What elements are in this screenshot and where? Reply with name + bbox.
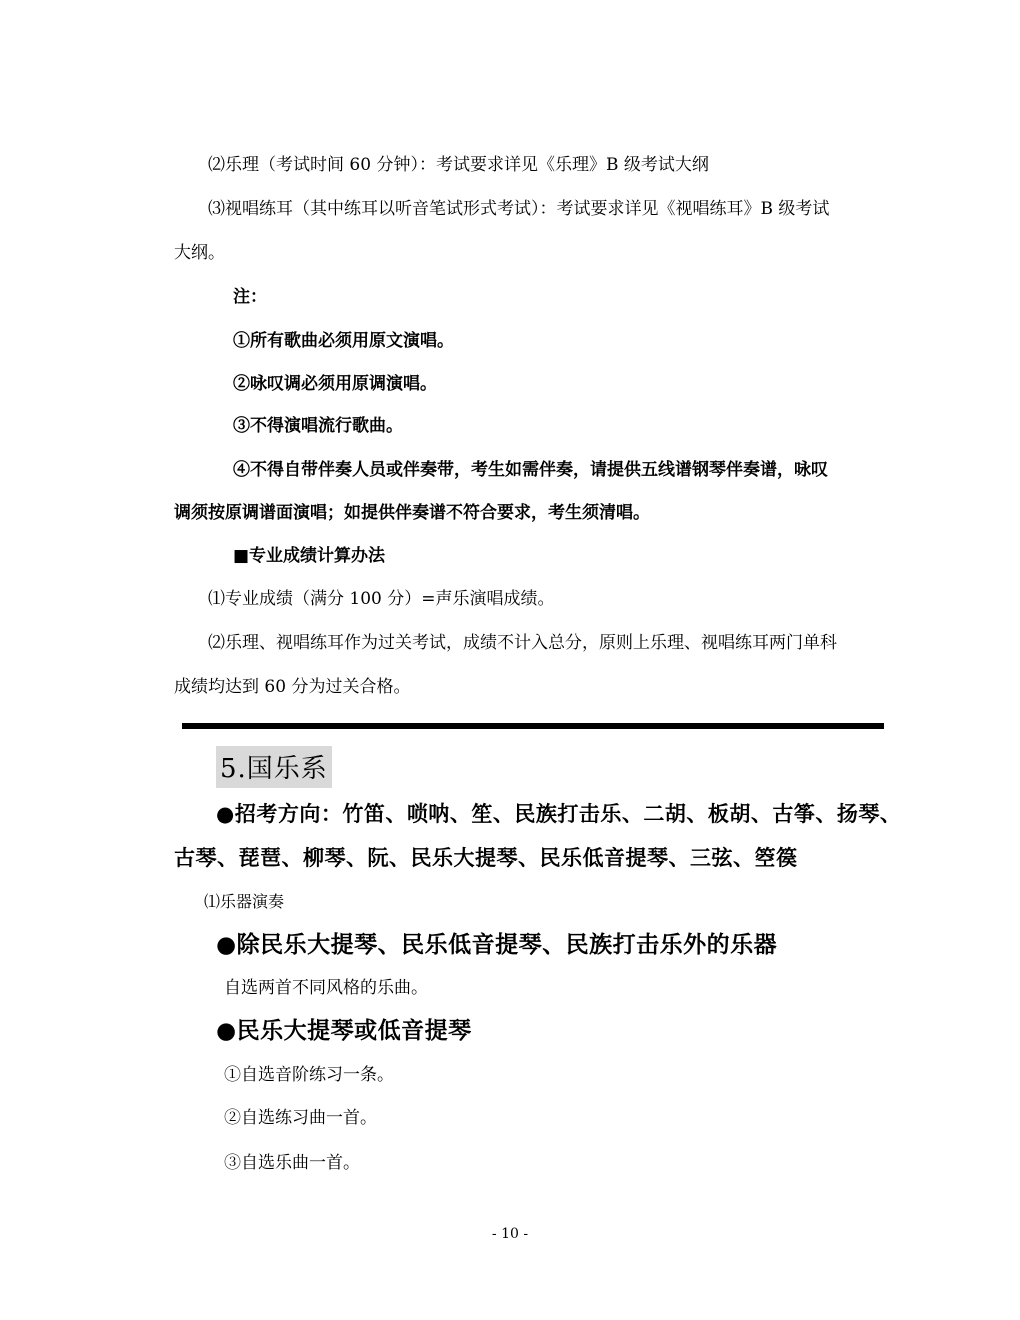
subsection-item-1: ①自选音阶练习一条。 [224,1065,394,1085]
page-number: - 10 - [491,1226,529,1242]
note-item-3: ③不得演唱流行歌曲。 [233,416,403,436]
score-method-title: ■专业成绩计算办法 [233,546,386,566]
exam-item-music-theory: ⑵乐理（考试时间 60 分钟）：考试要求详见《乐理》B 级考试大纲 [208,155,709,175]
section-heading: 5.国乐系 [216,746,332,788]
score-item-2-line2: 成绩均达到 60 分为过关合格。 [174,677,411,697]
score-item-1: ⑴专业成绩（满分 100 分）=声乐演唱成绩。 [208,589,555,609]
subsection-item-3: ③自选乐曲一首。 [224,1153,360,1173]
subsection-title-2: ●民乐大提琴或低音提琴 [216,1017,472,1044]
subsection-item-2: ②自选练习曲一首。 [224,1108,377,1128]
direction-line1: ●招考方向：竹笛、唢呐、笙、民族打击乐、二胡、板胡、古筝、扬琴、 [216,801,902,826]
note-item-4-line1: ④不得自带伴奏人员或伴奏带，考生如需伴奏，请提供五线谱钢琴伴奏谱，咏叹 [233,460,828,480]
subsection-title-1: ●除民乐大提琴、民乐低音提琴、民族打击乐外的乐器 [216,931,778,958]
section-divider [182,723,884,729]
instrument-performance: ⑴乐器演奏 [204,892,285,911]
subsection-text-1: 自选两首不同风格的乐曲。 [224,978,428,998]
note-item-4-line2: 调须按原调谱面演唱；如提供伴奏谱不符合要求，考生须清唱。 [174,503,650,523]
score-item-2-line1: ⑵乐理、视唱练耳作为过关考试，成绩不计入总分，原则上乐理、视唱练耳两门单科 [208,633,837,653]
direction-line2: 古琴、琵琶、柳琴、阮、民乐大提琴、民乐低音提琴、三弦、箜篌 [174,845,798,870]
exam-item-solfege-line2: 大纲。 [174,243,225,263]
exam-item-solfege-line1: ⑶视唱练耳（其中练耳以听音笔试形式考试）：考试要求详见《视唱练耳》B 级考试 [208,199,830,219]
note-item-1: ①所有歌曲必须用原文演唱。 [233,331,454,351]
note-item-2: ②咏叹调必须用原调演唱。 [233,374,437,394]
note-title: 注： [233,287,267,307]
